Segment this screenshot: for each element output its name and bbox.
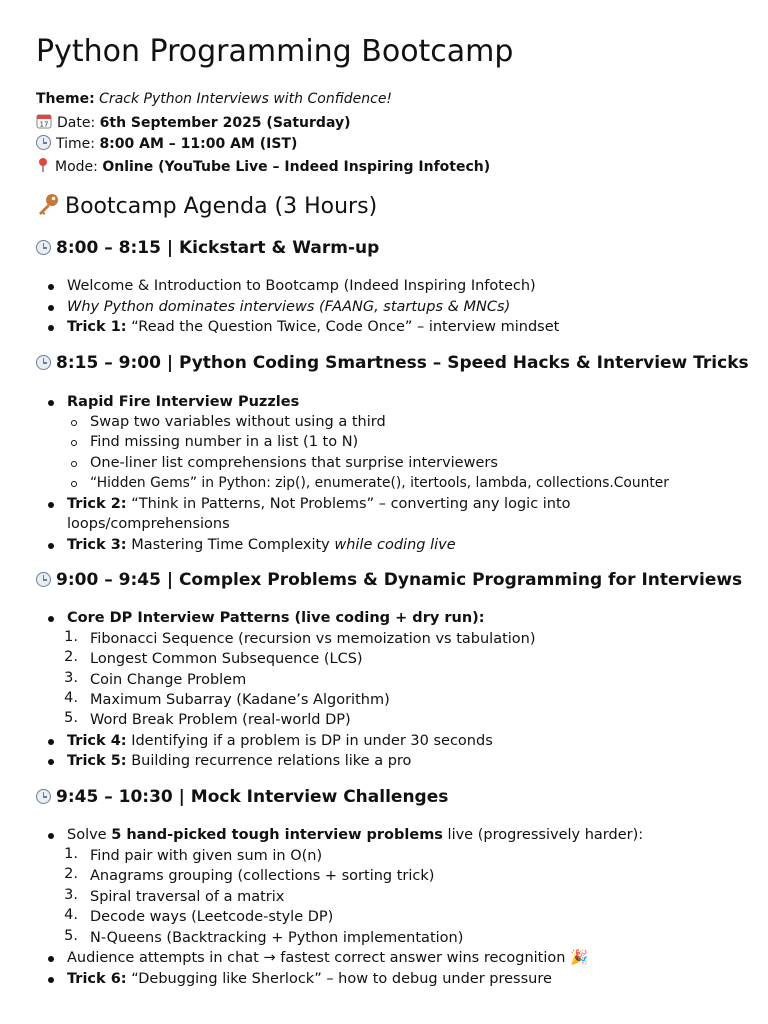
agenda-heading [36, 192, 377, 222]
list-item: Swap two variables without using a third [90, 414, 386, 430]
list-item: Rapid Fire Interview Puzzles [67, 394, 300, 410]
clock-icon [36, 355, 51, 370]
list-number: 5. [64, 928, 78, 944]
time-value: 8:00 AM – 11:00 AM (IST) [99, 136, 298, 152]
list-number: 5. [64, 710, 78, 726]
list-item: Trick 5: Building recurrence relations like a pro [67, 753, 412, 769]
clock-icon [36, 240, 51, 255]
key-icon [36, 192, 60, 222]
theme-line [36, 91, 392, 107]
date-label: Date: [57, 115, 96, 131]
list-item: Find pair with given sum in O(n) [90, 848, 323, 864]
bullet-icon [48, 502, 54, 508]
clock-icon [36, 135, 51, 150]
list-number: 3. [64, 887, 78, 903]
list-item: Welcome & Introduction to Bootcamp (Indeed Inspiring Infotech) [67, 278, 536, 294]
bullet-icon [48, 616, 54, 622]
list-item: N-Queens (Backtracking + Python implementation) [90, 930, 464, 946]
list-item: Anagrams grouping (collections + sorting trick) [90, 868, 435, 884]
list-item: Word Break Problem (real-world DP) [90, 712, 351, 728]
theme-value: Crack Python Interviews with Confidence! [99, 91, 393, 107]
date-line [36, 113, 350, 133]
list-number: 2. [64, 866, 78, 882]
svg-text:17: 17 [39, 120, 49, 129]
section-heading: 8:00 – 8:15 | Kickstart & Warm-up [36, 238, 379, 258]
list-item: Maximum Subarray (Kadane’s Algorithm) [90, 692, 390, 708]
list-item: “Hidden Gems” in Python: zip(), enumerate(), itertools, lambda, collections.Counter [90, 475, 669, 491]
circle-bullet-icon [71, 461, 77, 467]
clock-icon [36, 789, 51, 804]
list-item: Audience attempts in chat → fastest correct answer wins recognition 🎉 [67, 950, 589, 966]
mode-value: Online (YouTube Live – Indeed Inspiring Infotech) [102, 159, 491, 175]
page-title: Python Programming Bootcamp [36, 34, 514, 69]
list-item: Find missing number in a list (1 to N) [90, 434, 359, 450]
list-item: Coin Change Problem [90, 672, 247, 688]
theme-label: Theme: [36, 91, 95, 107]
list-item: Trick 2: “Think in Patterns, Not Problems” – converting any logic into [67, 496, 571, 512]
list-item: Trick 4: Identifying if a problem is DP in under 30 seconds [67, 733, 493, 749]
list-item: Spiral traversal of a matrix [90, 889, 285, 905]
bullet-icon [48, 759, 54, 765]
bullet-icon [48, 977, 54, 983]
list-number: 4. [64, 690, 78, 706]
list-item: Fibonacci Sequence (recursion vs memoization vs tabulation) [90, 631, 536, 647]
agenda-title: Bootcamp Agenda (3 Hours) [65, 194, 378, 219]
section-heading: 9:45 – 10:30 | Mock Interview Challenges [36, 787, 448, 807]
list-item: One-liner list comprehensions that surprise interviewers [90, 455, 498, 471]
calendar-icon [36, 113, 52, 133]
list-item: Why Python dominates interviews (FAANG, startups & MNCs) [67, 299, 511, 315]
list-number: 4. [64, 907, 78, 923]
bullet-icon [48, 543, 54, 549]
list-item: Core DP Interview Patterns (live coding + dry run): [67, 610, 485, 626]
date-value: 6th September 2025 (Saturday) [99, 115, 351, 131]
list-number: 3. [64, 670, 78, 686]
bullet-icon [48, 325, 54, 331]
mode-line [36, 157, 490, 177]
section-heading: 9:00 – 9:45 | Complex Problems & Dynamic Programming for Interviews [36, 570, 742, 590]
bullet-icon [48, 833, 54, 839]
bullet-icon [48, 739, 54, 745]
bullet-icon [48, 305, 54, 311]
list-number: 1. [64, 846, 78, 862]
list-item: Longest Common Subsequence (LCS) [90, 651, 363, 667]
circle-bullet-icon [71, 481, 77, 487]
time-line [36, 135, 297, 152]
section-heading: 8:15 – 9:00 | Python Coding Smartness – Speed Hacks & Interview Tricks [36, 353, 749, 373]
circle-bullet-icon [71, 440, 77, 446]
pin-icon [36, 157, 50, 177]
bullet-icon [48, 956, 54, 962]
circle-bullet-icon [71, 420, 77, 426]
list-number: 2. [64, 649, 78, 665]
clock-icon [36, 572, 51, 587]
list-item: Trick 6: “Debugging like Sherlock” – how to debug under pressure [67, 971, 552, 987]
list-item: Decode ways (Leetcode-style DP) [90, 909, 334, 925]
bullet-icon [48, 400, 54, 406]
time-label: Time: [56, 136, 95, 152]
list-item-continuation: loops/comprehensions [67, 516, 230, 532]
bullet-icon [48, 284, 54, 290]
list-item: Solve 5 hand-picked tough interview problems live (progressively harder): [67, 827, 644, 843]
list-item: Trick 3: Mastering Time Complexity while coding live [67, 537, 456, 553]
mode-label: Mode: [55, 159, 98, 175]
list-number: 1. [64, 629, 78, 645]
list-item: Trick 1: “Read the Question Twice, Code Once” – interview mindset [67, 319, 560, 335]
